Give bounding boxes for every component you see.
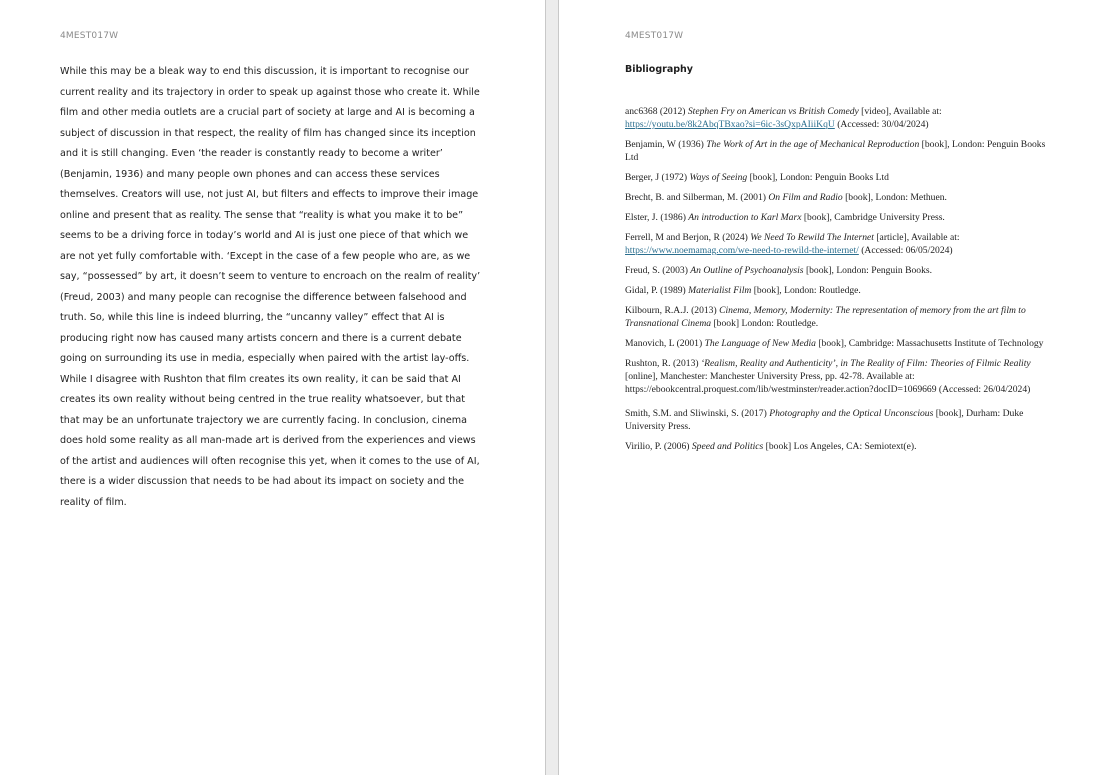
entry-title: Photography and the Optical Unconscious bbox=[769, 408, 934, 419]
entry-author-year: Gidal, P. (1989) bbox=[625, 285, 689, 296]
bibliography-entry bbox=[625, 105, 1049, 131]
entry-accessed-date: (Accessed: 06/05/2024) bbox=[858, 245, 953, 256]
entry-title: Cinema, Memory, Modernity: The representation of memory from the art film to Transnational Cinema bbox=[625, 305, 1026, 329]
entry-author-year: Elster, J. (1986) bbox=[625, 212, 689, 223]
entry-title: Stephen Fry on American vs British Comedy bbox=[687, 106, 859, 117]
entry-accessed-date: (Accessed: 30/04/2024) bbox=[834, 119, 929, 130]
bibliography-entry bbox=[625, 304, 1049, 330]
entry-details: [book] London: Routledge. bbox=[711, 318, 819, 329]
entry-title: Materialist Film bbox=[688, 285, 752, 296]
bibliography-entry bbox=[625, 284, 1049, 297]
entry-url-link[interactable]: https://www.noemamag.com/we-need-to-rewild-the-internet/ bbox=[625, 245, 859, 256]
entry-author-year: Kilbourn, R.A.J. (2013) bbox=[625, 305, 720, 316]
entry-details: [online], Manchester: Manchester University Press, pp. 42-78. Available at: https://ebookcentral.proquest.com/lib/westminster/reader.action?docID=1069669 (Accessed: 26/04/2024) bbox=[625, 371, 1031, 395]
entry-title: The Work of Art in the age of Mechanical Reproduction bbox=[706, 139, 920, 150]
entry-title: The Language of New Media bbox=[704, 338, 816, 349]
page-header: 4MEST017W bbox=[625, 31, 684, 41]
bibliography-entry bbox=[625, 191, 1049, 204]
bibliography-entry bbox=[625, 337, 1049, 350]
entry-details: [book], Cambridge University Press. bbox=[801, 212, 945, 223]
entry-author-year: Smith, S.M. and Sliwinski, S. (2017) bbox=[625, 408, 770, 419]
bibliography-entry bbox=[625, 138, 1049, 164]
entry-author-year: anc6368 (2012) bbox=[625, 106, 688, 117]
bibliography-entry bbox=[625, 357, 1049, 396]
entry-details: [book], London: Methuen. bbox=[842, 192, 947, 203]
entry-details: [book], London: Penguin Books. bbox=[803, 265, 932, 276]
page-gutter bbox=[546, 0, 558, 775]
essay-paragraph: While this may be a bleak way to end this discussion, it is important to recognise our current reality and its trajectory in order to speak up against those who create it. While film and other media outlets are a crucial part of society at large and AI is becoming a subject of discussion in that respect, the reality of film has changed since its inception and it is still changing. Even ‘the reader is constantly ready to become a writer’ (Benjamin, 1936) and many people own phones and can access these services themselves. Creators will use, not just AI, but filters and effects to improve their image online and present that as reality. The sense that “reality is what you make it to be” seems to be a driving force in today’s world and AI is just one piece of that which we are not yet fully comfortable with. ‘Except in the case of a few people who are, as we say, “possessed” by art, it doesn’t seem to venture to encroach on the realm of reality’ (Freud, 2003) and many people can recognise the difference between falsehood and truth. So, while this line is indeed blurring, the “uncanny valley” effect that AI is producing right now has caused many artists concern and there is a current debate going on surrounding its use in media, especially when paired with the artist lay-offs. While I disagree with Rushton that film creates its own reality, it can be said that AI creates its own reality without being centred in the true reality whatsoever, but that that may be an unfortunate trajectory we are currently facing. In conclusion, cinema does hold some reality as all man-made art is derived from the experiences and views of the artist and audiences will often recognise this yet, when it comes to the use of AI, there is a wider discussion that needs to be had about its impact on society and the reality of film. bbox=[60, 66, 481, 508]
entry-title: We Need To Rewild The Internet bbox=[750, 232, 874, 243]
bibliography-entry bbox=[625, 407, 1049, 433]
bibliography-entry bbox=[625, 264, 1049, 277]
bibliography-entry bbox=[625, 231, 1049, 257]
bibliography-entry bbox=[625, 171, 1049, 184]
entry-author-year: Benjamin, W (1936) bbox=[625, 139, 707, 150]
page-header: 4MEST017W bbox=[60, 31, 119, 41]
entry-author-year: Virilio, P. (2006) bbox=[625, 441, 692, 452]
entry-author-year: Ferrell, M and Berjon, R (2024) bbox=[625, 232, 751, 243]
entry-title: Speed and Politics bbox=[691, 441, 764, 452]
entry-title: An introduction to Karl Marx bbox=[688, 212, 802, 223]
entry-title: An Outline of Psychoanalysis bbox=[690, 265, 804, 276]
entry-title: ‘Realism, Reality and Authenticity’, in The Reality of Film: Theories of Filmic Reality bbox=[700, 358, 1031, 369]
entry-author-year: Berger, J (1972) bbox=[625, 172, 690, 183]
bibliography-list bbox=[625, 105, 1049, 460]
entry-details: [book], London: Penguin Books Ltd bbox=[625, 139, 1046, 163]
entry-details: [article], Available at: bbox=[873, 232, 960, 243]
entry-details: [video], Available at: bbox=[858, 106, 942, 117]
entry-details: [book], London: Routledge. bbox=[751, 285, 861, 296]
bibliography-entry bbox=[625, 440, 1049, 453]
entry-details: [book], Durham: Duke University Press. bbox=[625, 408, 1024, 432]
entry-author-year: Freud, S. (2003) bbox=[625, 265, 691, 276]
entry-url-link[interactable]: https://youtu.be/8k2AbqTBxao?si=6ic-3sQxpAIiiKqU bbox=[625, 119, 835, 130]
entry-details: [book], London: Penguin Books Ltd bbox=[747, 172, 889, 183]
bibliography-entry bbox=[625, 211, 1049, 224]
entry-author-year: Brecht, B. and Silberman, M. (2001) bbox=[625, 192, 769, 203]
entry-author-year: Rushton, R. (2013) bbox=[625, 358, 701, 369]
entry-details: [book], Cambridge: Massachusetts Institute of Technology bbox=[815, 338, 1044, 349]
bibliography-heading: Bibliography bbox=[625, 64, 693, 75]
entry-title: Ways of Seeing bbox=[689, 172, 748, 183]
document-page-right bbox=[558, 0, 1107, 775]
entry-details: [book] Los Angeles, CA: Semiotext(e). bbox=[763, 441, 917, 452]
document-page-left bbox=[0, 0, 546, 775]
entry-author-year: Manovich, L (2001) bbox=[625, 338, 705, 349]
entry-title: On Film and Radio bbox=[768, 192, 843, 203]
